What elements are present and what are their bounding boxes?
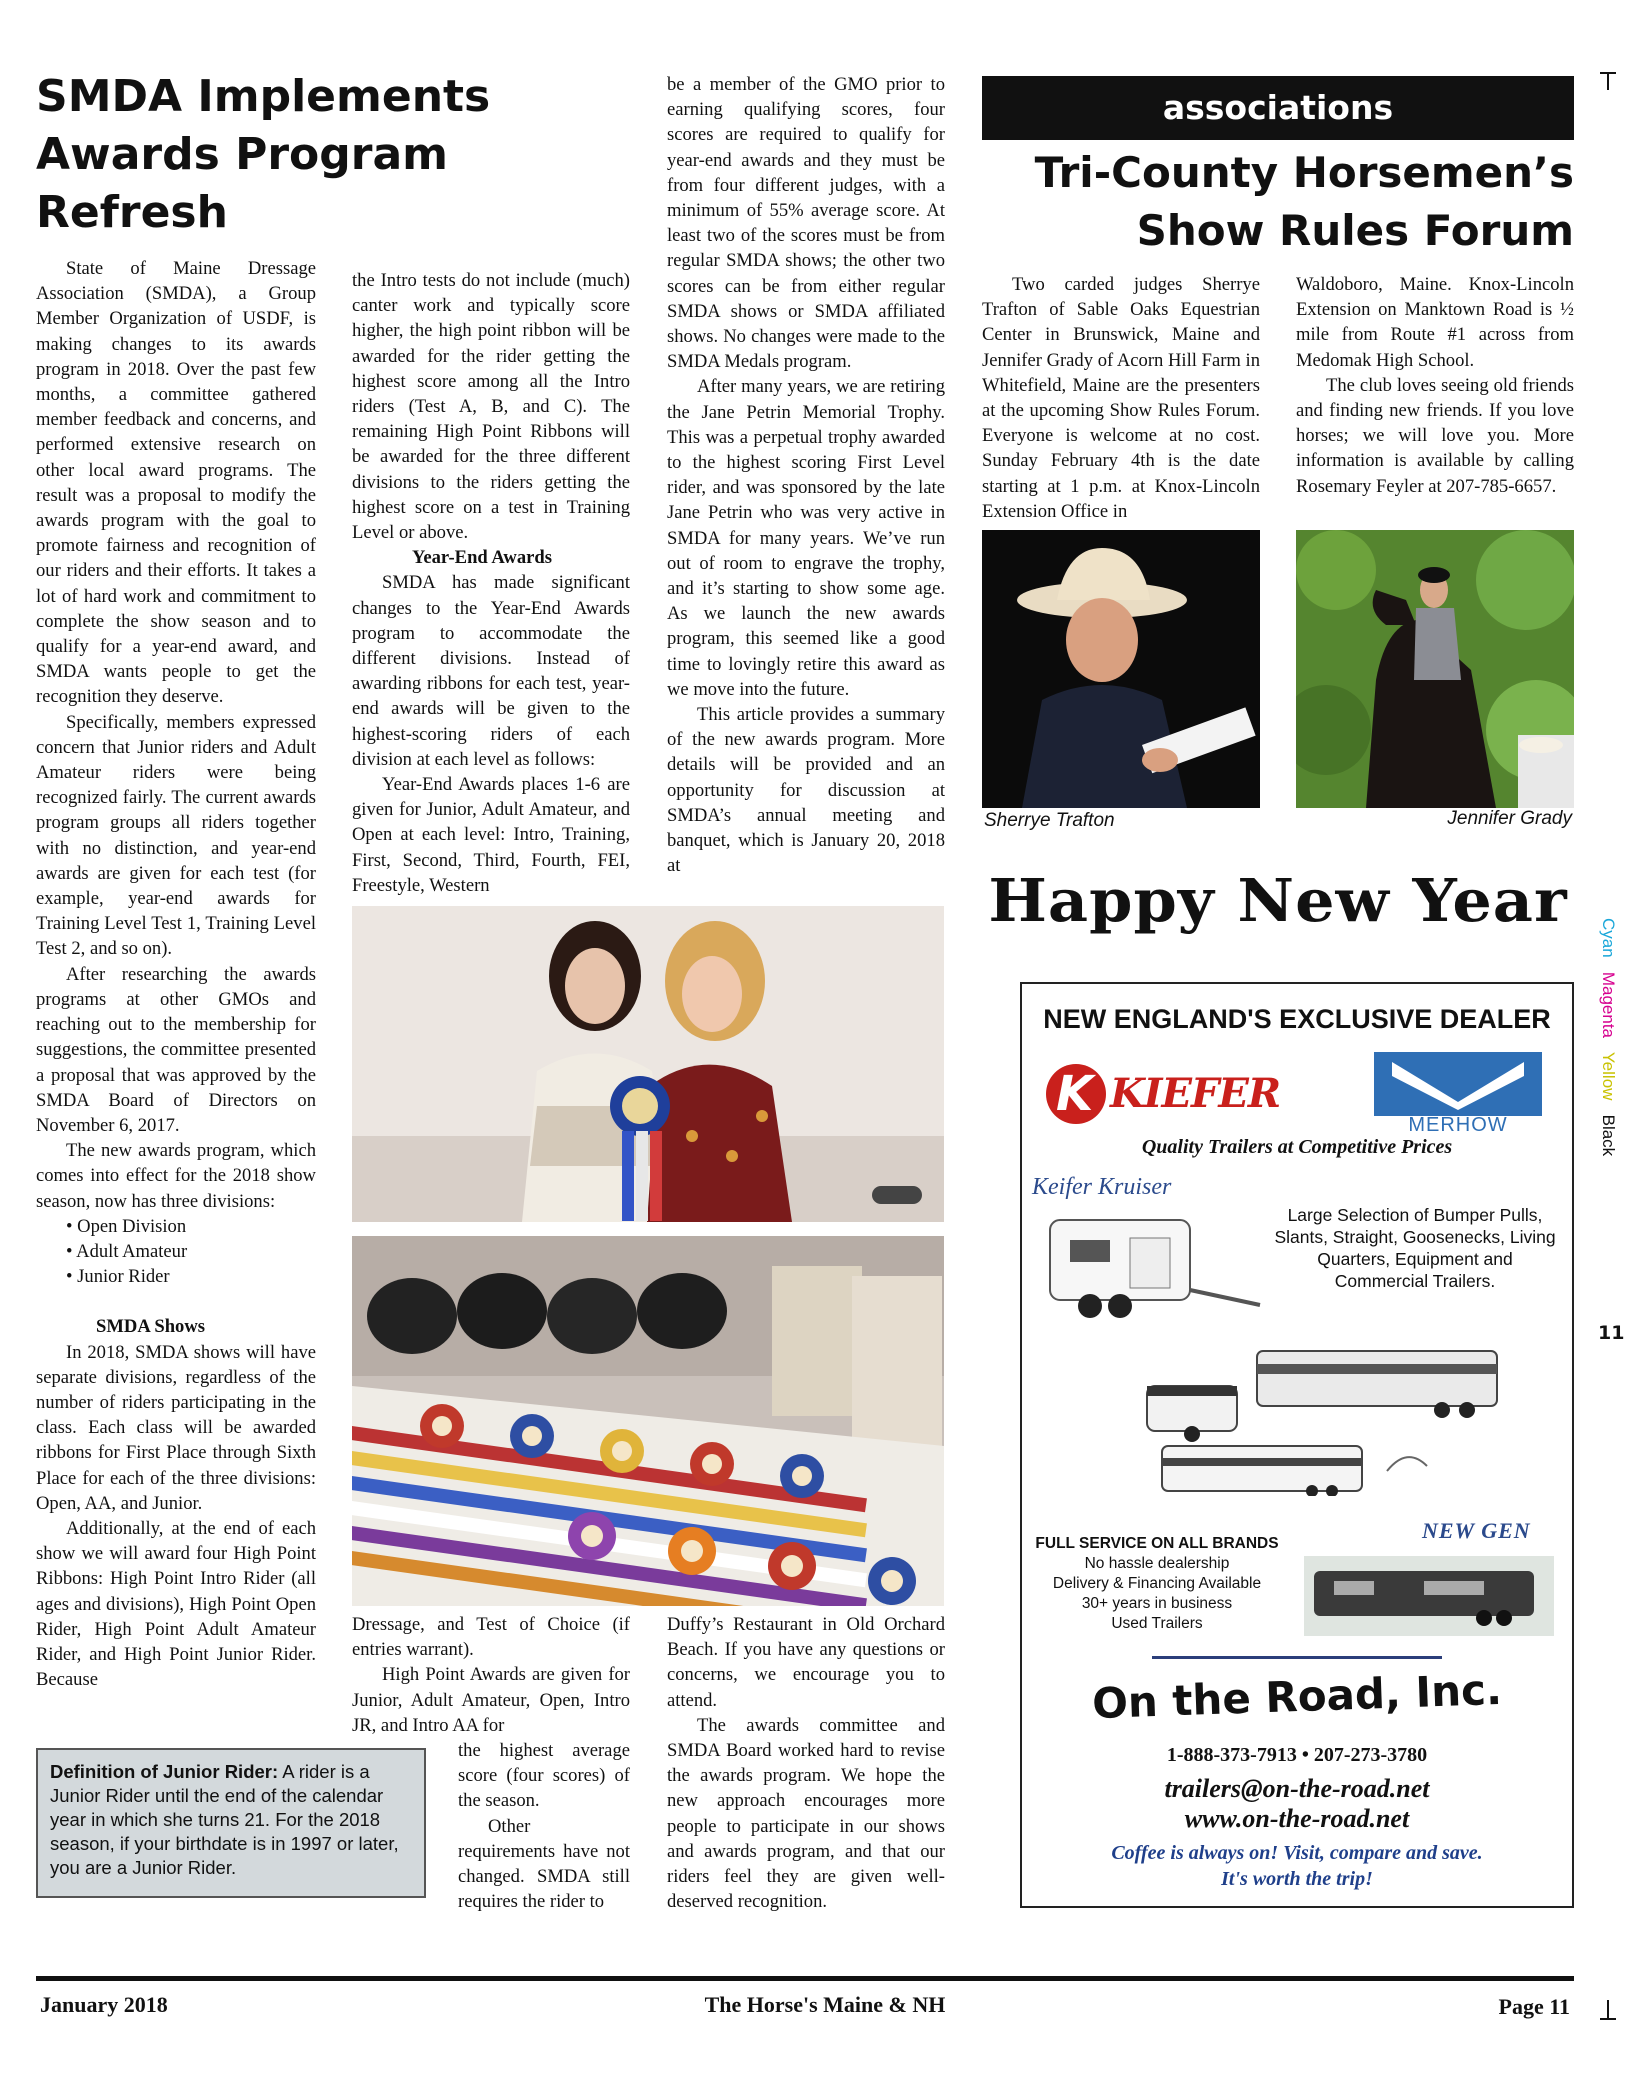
headline-line: Refresh	[36, 187, 228, 238]
slogan-line-1: Coffee is always on! Visit, compare and save.	[1111, 1842, 1483, 1864]
forum-column-left	[982, 272, 1260, 524]
model-new-gen: NEW GEN	[1422, 1518, 1531, 1543]
website-link[interactable]: www.on-the-road.net	[1184, 1804, 1410, 1833]
paragraph: Other requirements have not changed. SMDA still requires the rider to	[458, 1815, 630, 1913]
caption-sherrye: Sherrye Trafton	[984, 810, 1115, 831]
company-name: On the Road, Inc.	[1091, 1664, 1503, 1729]
color-label-yellow: Yellow	[1599, 1051, 1618, 1101]
year-end-heading: Year-End Awards	[412, 547, 552, 569]
paragraph: Dressage, and Test of Choice (if entries warrant).	[352, 1614, 630, 1661]
service-line: 30+ years in business	[1081, 1595, 1233, 1612]
list-item: • Adult Amateur	[66, 1239, 316, 1264]
paragraph: be a member of the GMO prior to earning qualifying scores, four scores are required to qualify for year-end awards and they must be from four different judges, with a minimum of 55% average score. At least two of the scores must be from regular SMDA shows; the other two scores can be from either regular SMDA shows or SMDA affiliated shows. No changes were made to the SMDA Medals program.	[667, 74, 945, 373]
list-item: • Open Division	[66, 1214, 316, 1239]
article-column-2-continued	[352, 1612, 630, 1738]
forum-headline	[982, 144, 1574, 260]
article-headline	[36, 68, 490, 242]
color-label-magenta: Magenta	[1599, 971, 1618, 1039]
ad-divider	[1152, 1656, 1442, 1659]
photo-jennifer-grady	[1296, 530, 1574, 808]
paragraph: After many years, we are retiring the Jane Petrin Memorial Trophy. This was a perpetual trophy awarded to the highest scoring First Level rider, and was sponsored by the late Jane Petrin who was very active in SMDA for many years. We’ve run out of room to engrave the trophy, and it’s starting to show some age. As we launch the new awards program, this seemed like a good time to lovingly retire this award as we move into the future.	[667, 376, 945, 700]
paragraph: SMDA has made significant changes to the Year-End Awards program to accommodate the different divisions. Instead of awarding ribbons for each test, year-end awards will be given to the highest-scoring riders of each division at each level as follows:	[352, 572, 630, 770]
footer-publication: The Horse's Maine & NH	[704, 1992, 946, 2017]
footer-page-number: Page 11	[1498, 1994, 1570, 2019]
junior-rider-definition-box	[36, 1748, 426, 1898]
photo-sherrye-trafton	[982, 530, 1260, 808]
paragraph: the Intro tests do not include (much) canter work and typically score higher, the high point ribbon will be awarded for the rider getting the highest score among all the Intro riders (Test A, B, and C). The remaining High Point Ribbons will be awarded for the three different divisions to the riders getting the highest score on a test in Training Level or above.	[352, 270, 630, 544]
email-link[interactable]: trailers@on-the-road.net	[1164, 1774, 1430, 1803]
side-page-number: 11	[1598, 1322, 1625, 1344]
paragraph: The new awards program, which comes into effect for the 2018 show season, now has three divisions:	[36, 1140, 316, 1212]
color-label-black: Black	[1599, 1114, 1618, 1157]
headline-line: SMDA Implements	[36, 71, 491, 122]
kiefer-brand: KIEFER	[1110, 1070, 1281, 1117]
junior-rider-text: A rider is a Junior Rider until the end of the calendar year in which she turns 21. For the 2018 season, if your birthdate is in 1997 or later, you are a Junior Rider.	[50, 1761, 399, 1878]
ad-headline: NEW ENGLAND'S EXCLUSIVE DEALER	[1043, 1004, 1551, 1034]
trim-mark-bottom-foot	[1600, 2018, 1616, 2020]
article-column-2-narrow	[458, 1738, 630, 1914]
photo-award-winners	[352, 906, 944, 1222]
smda-shows-heading: SMDA Shows	[96, 1316, 206, 1338]
headline-line: Awards Program	[36, 129, 449, 180]
photo-jennifer-image	[1296, 530, 1574, 808]
paragraph: Waldoboro, Maine. Knox-Lincoln Extension on Manktown Road is ½ mile from Route #1 across from Medomak High School.	[1296, 274, 1574, 371]
photo-ribbons-table	[352, 1236, 944, 1606]
article-column-2	[352, 268, 630, 898]
section-banner	[982, 76, 1574, 140]
service-line: No hassle dealership	[1084, 1555, 1230, 1572]
article-column-3-continued	[667, 1612, 945, 1914]
paragraph: After researching the awards programs at other GMOs and reaching out to the membership for suggestions, the committee presented a proposal that was approved by the SMDA Board of Directors on November 6, 2017.	[36, 963, 316, 1136]
trailer-image-1	[1030, 1210, 1270, 1320]
trim-mark-bottom	[1607, 2000, 1609, 2018]
paragraph: This article provides a summary of the new awards program. More details will be provided and an opportunity for discussion at SMDA’s annual meeting and banquet, which is January 20, 2018 at	[667, 704, 945, 877]
photo-award-winners-image	[352, 906, 944, 1222]
service-heading: FULL SERVICE ON ALL BRANDS	[1035, 1535, 1279, 1552]
merhow-brand: MERHOW	[1408, 1114, 1508, 1136]
merhow-chevron-icon	[1374, 1052, 1542, 1116]
paragraph: Specifically, members expressed concern that Junior riders and Adult Amateur riders were being recognized fairly. The current awards program groups all riders together with no distinction, and year-end awards are given for each test (for example, year-end awards for Training Level Test 1, Training Level Test 2, and so on).	[36, 711, 316, 960]
footer-date: January 2018	[40, 1992, 168, 2017]
merhow-logo	[1374, 1052, 1542, 1136]
trailer-dealer-ad	[1020, 982, 1574, 1908]
kiefer-logo: K KIEFER	[1034, 1058, 1254, 1130]
ad-tagline: Quality Trailers at Competitive Prices	[1141, 1136, 1453, 1158]
selection-text: Large Selection of Bumper Pulls, Slants, Straight, Goosenecks, Living Quarters, Equipment and Commercial Trailers.	[1274, 1205, 1556, 1291]
slogan-line-2: It's worth the trip!	[1221, 1868, 1373, 1890]
paragraph: State of Maine Dressage Association (SMDA), a Group Member Organization of USDF, is making changes to its awards program in 2018. Over the past few months, a committee gathered member feedback and concerns, and performed extensive research on other local award programs. The result was a proposal to modify the awards program with the goal to promote fairness and recognition of our riders and their efforts. It takes a lot of hard work and commitment to complete the show season and to qualify for a year-end award, and SMDA wants people to get the recognition they deserve.	[36, 258, 316, 708]
happy-new-year-text: Happy New Year	[988, 865, 1568, 936]
happy-new-year-banner	[982, 865, 1574, 936]
phone-numbers: 1-888-373-7913 • 207-273-3780	[1166, 1744, 1428, 1766]
caption-jennifer: Jennifer Grady	[1447, 808, 1572, 829]
article-column-3	[667, 72, 945, 879]
paragraph: The awards committee and SMDA Board worked hard to revise the awards program. We hope the new approach encourages more people to participate in our shows and awards program, and that our riders feel they are given well-deserved recognition.	[667, 1714, 945, 1913]
paragraph: Year-End Awards places 1-6 are given for Junior, Adult Amateur, and Open at each level: Intro, Training, First, Second, Third, Fourth, FEI, Freestyle, Western	[352, 774, 630, 896]
paragraph: High Point Awards are given for Junior, Adult Amateur, Open, Intro JR, and Intro AA for	[352, 1664, 630, 1736]
headline-line: Show Rules Forum	[1136, 206, 1574, 255]
paragraph: Duffy’s Restaurant in Old Orchard Beach. If you have any questions or concerns, we encourage you to attend.	[667, 1614, 945, 1711]
footer-rule	[36, 1976, 1574, 1981]
color-label-cyan: Cyan	[1599, 918, 1618, 958]
junior-rider-label: Definition of Junior Rider:	[50, 1761, 279, 1782]
service-line: Delivery & Financing Available	[1052, 1575, 1262, 1592]
forum-column-right	[1296, 272, 1574, 499]
list-item: • Junior Rider	[66, 1264, 316, 1289]
trailer-image-group	[1142, 1346, 1522, 1496]
divisions-list	[36, 1214, 316, 1290]
photo-sherrye-image	[982, 530, 1260, 808]
headline-line: Tri-County Horsemen’s	[1034, 148, 1574, 197]
paragraph: the highest average score (four scores) of the season.	[458, 1740, 630, 1812]
photo-ribbons-image	[352, 1236, 944, 1606]
trailer-image-new-gen	[1304, 1556, 1554, 1636]
paragraph: Two carded judges Sherrye Trafton of Sable Oaks Equestrian Center in Brunswick, Maine and Jennifer Grady of Acorn Hill Farm in Whitefield, Maine are the presenters at the upcoming Show Rules Forum. Everyone is welcome at no cost. Sunday February 4th is the date starting at 1 p.m. at Knox-Lincoln Extension Office in	[982, 274, 1260, 522]
paragraph: The club loves seeing old friends and finding new friends. If you love horses; we will love you. More information is available by calling Rosemary Feyler at 207-785-6657.	[1296, 374, 1574, 497]
paragraph: In 2018, SMDA shows will have separate divisions, regardless of the number of riders participating in the class. Each class will be awarded ribbons for First Place through Sixth Place for each of the three divisions: Open, AA, and Junior.	[36, 1341, 316, 1514]
service-line: Used Trailers	[1111, 1615, 1203, 1632]
model-keifer-kruiser: Keifer Kruiser	[1032, 1174, 1172, 1200]
section-label: associations	[1162, 88, 1394, 127]
article-column-1	[36, 256, 316, 1692]
service-block	[1022, 1534, 1292, 1634]
paragraph: Additionally, at the end of each show we will award four High Point Ribbons: High Point Intro Rider (all ages and divisions), High Point Open Rider, High Point Adult Amateur Rider, and High Point Junior Rider. Because	[36, 1517, 316, 1691]
trim-mark-top-stem	[1607, 72, 1609, 90]
